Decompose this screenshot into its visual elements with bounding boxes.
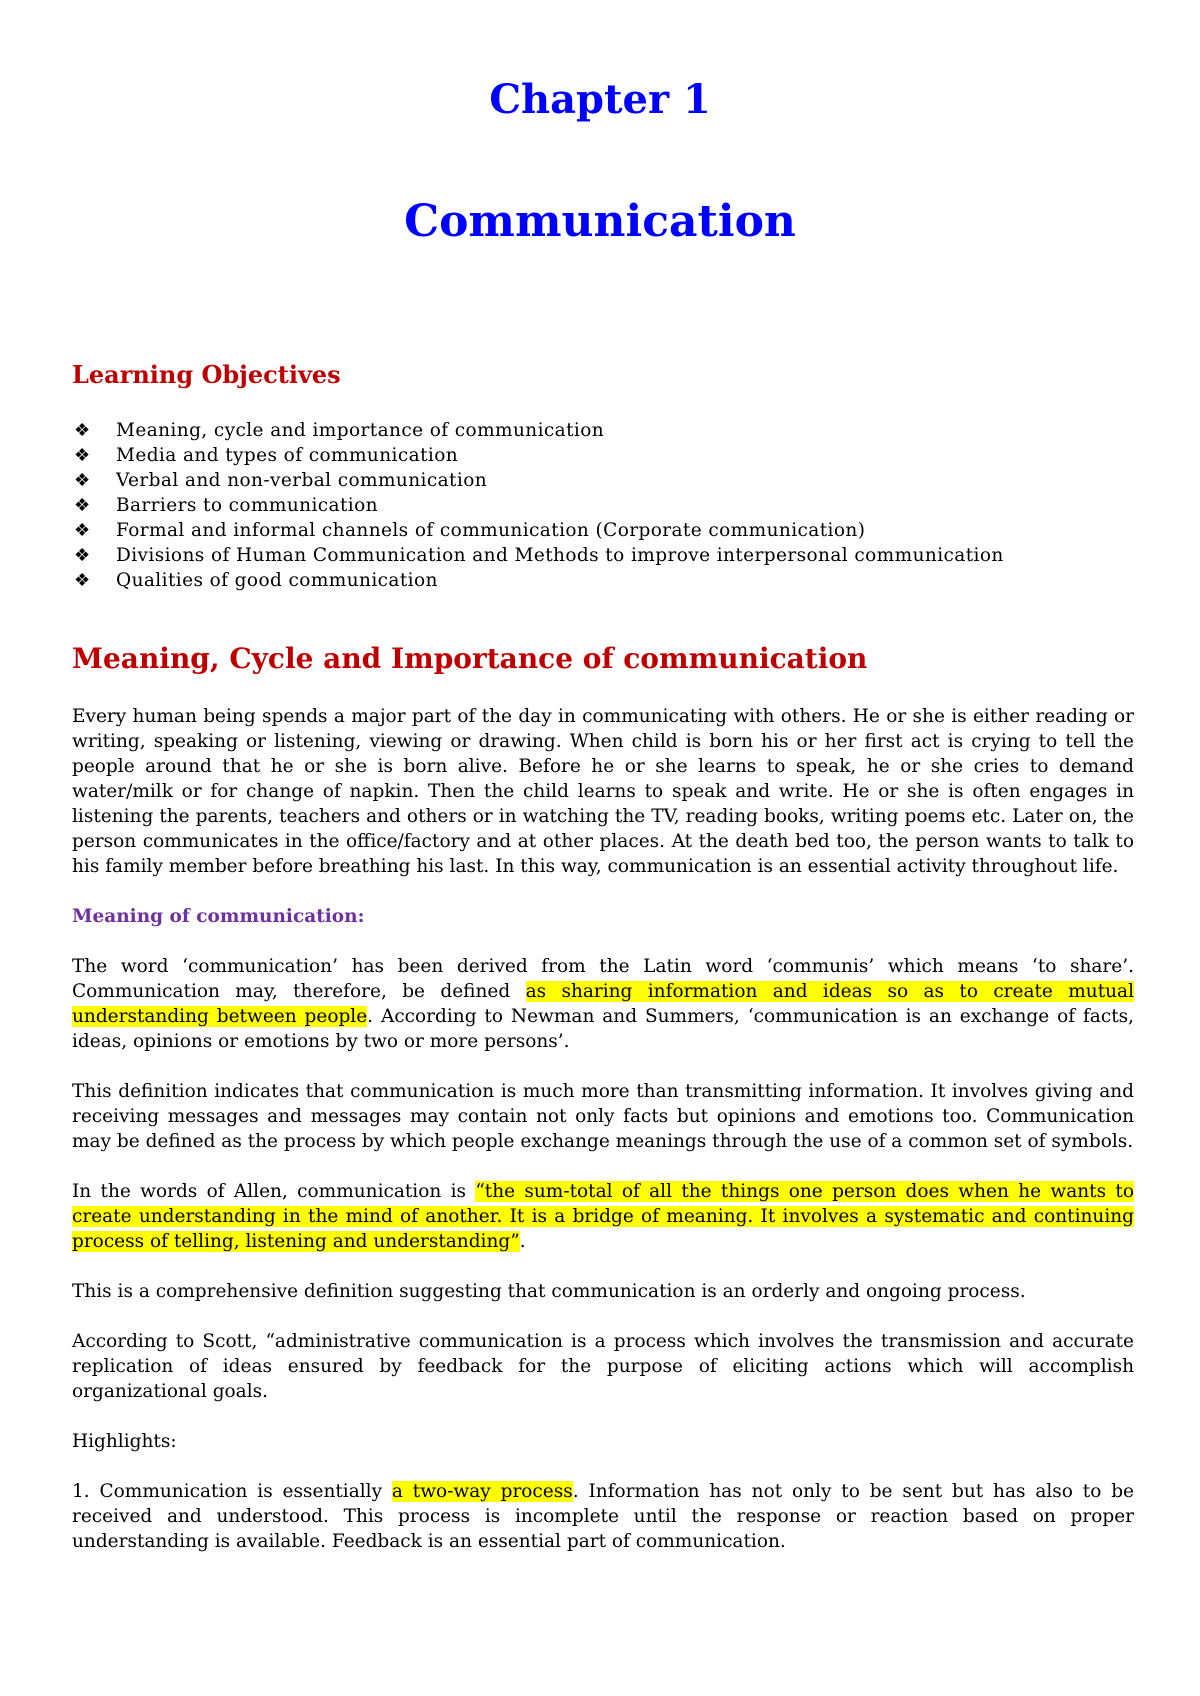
objective-item [72,418,1132,443]
objective-text: Barriers to communication [116,495,378,516]
diamond-bullet-icon: ❖ [74,545,91,566]
objective-item [72,543,1132,568]
objective-item [72,568,1132,593]
objective-text: Media and types of communication [116,445,459,466]
diamond-bullet-icon: ❖ [74,420,91,441]
objective-item [72,468,1132,493]
diamond-bullet-icon: ❖ [74,470,91,491]
definition-highlight: as sharing information and ideas so as to create mutual understanding between people [72,981,1134,1027]
objective-text: Divisions of Human Communication and Methods to improve interpersonal communication [116,545,1004,566]
intro-paragraph: Every human being spends a major part of the day in communicating with others. He or she is either reading or writing, speaking or listening, viewing or drawing. When child is born his or her first act is crying to tell the people around that he or she is born alive. Before he or she learns to speak, he or she cries to demand water/milk or for change of napkin. Then the child learns to speak and write. He or she is often engages in listening the parents, teachers and others or in watching the TV, reading books, writing poems etc. Later on, the person communicates in the office/factory and at other places. At the death bed too, the person wants to talk to his family member before breathing his last. In this way, communication is an essential activity throughout life. [72,706,1134,877]
diamond-bullet-icon: ❖ [74,445,91,466]
diamond-bullet-icon: ❖ [74,570,91,591]
scott-paragraph: According to Scott, “administrative communication is a process which involves the transmission and accurate replication of ideas ensured by feedback for the purpose of eliciting actions which will accomplish organizational goals. [72,1331,1134,1402]
objective-text: Qualities of good communication [116,570,438,591]
comprehensive-paragraph: This is a comprehensive definition suggesting that communication is an orderly and ongoing process. [72,1281,1026,1302]
definition-paragraph [72,954,1134,1054]
definition-text-before: The word ‘communication’ has been derived from the Latin word ‘communis’ which means ‘to share’. Communication may, therefore, be defined [72,956,1134,1002]
highlights-label: Highlights: [72,1431,177,1452]
objective-text: Verbal and non-verbal communication [116,470,488,491]
section-heading: Meaning, Cycle and Importance of communication [72,642,868,675]
chapter-number: Chapter 1 [489,76,711,123]
point-1-text-after: . Information has not only to be sent but has also to be received and understood. This process is incomplete until the response or reaction based on proper understanding is available. Feedback is an essential part of communication. [72,1481,1135,1552]
allen-text-after: . [519,1231,526,1252]
objective-item [72,493,1132,518]
diamond-bullet-icon: ❖ [74,520,91,541]
allen-highlight: “the sum-total of all the things one person does when he wants to create understanding in the mind of another. It is a bridge of meaning. It involves a systematic and continuing process of telling, listening and understanding” [72,1181,1134,1252]
objective-text: Formal and informal channels of communication (Corporate communication) [116,520,866,541]
allen-text-before: In the words of Allen, communication is [72,1181,476,1202]
section-body [72,704,1134,1579]
transmit-paragraph: This definition indicates that communication is much more than transmitting information. It involves giving and receiving messages and messages may contain not only facts but opinions and emotions too. Communication may be defined as the process by which people exchange meanings through the use of a common set of symbols. [72,1081,1134,1152]
definition-text-after: . According to Newman and Summers, ‘communication is an exchange of facts, ideas, opinions or emotions by two or more persons’. [72,1006,1134,1052]
allen-paragraph [72,1179,1134,1254]
point-1-paragraph [72,1479,1134,1554]
chapter-title: Communication [404,196,796,247]
objective-item [72,443,1132,468]
meaning-subheading: Meaning of communication: [72,906,365,927]
point-1-highlight: a two-way process [391,1481,573,1502]
learning-objectives-list [72,418,1132,593]
objective-item [72,518,1132,543]
objective-text: Meaning, cycle and importance of communication [116,420,605,441]
point-1-text-before: 1. Communication is essentially [72,1481,392,1502]
learning-objectives-heading: Learning Objectives [72,360,341,389]
diamond-bullet-icon: ❖ [74,495,91,516]
